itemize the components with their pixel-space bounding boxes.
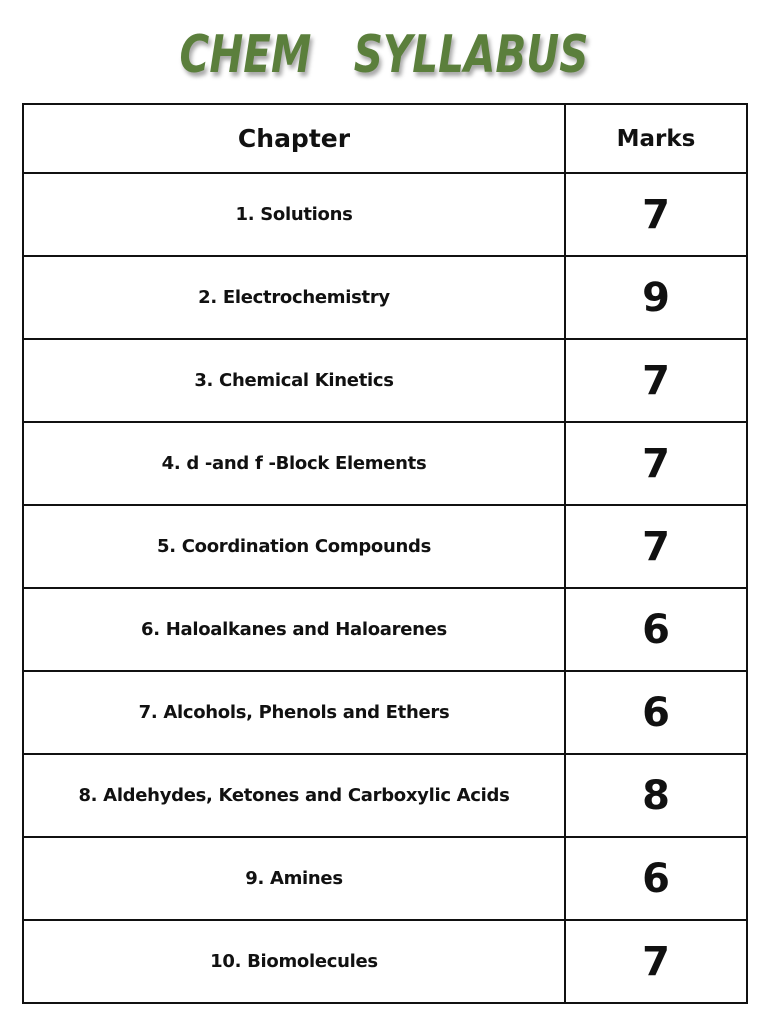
marks-cell: 7	[565, 505, 747, 588]
table-row	[23, 588, 747, 671]
table-row	[23, 505, 747, 588]
marks-cell: 6	[565, 671, 747, 754]
syllabus-table	[22, 103, 748, 1004]
chapter-cell: 5. Coordination Compounds	[23, 505, 565, 588]
table-row	[23, 422, 747, 505]
chapter-cell: 2. Electrochemistry	[23, 256, 565, 339]
chapter-cell: 3. Chemical Kinetics	[23, 339, 565, 422]
column-header-chapter: Chapter	[23, 104, 565, 173]
marks-cell: 7	[565, 339, 747, 422]
table-row	[23, 671, 747, 754]
chapter-cell: 8. Aldehydes, Ketones and Carboxylic Acids	[23, 754, 565, 837]
marks-cell: 6	[565, 837, 747, 920]
table-row	[23, 256, 747, 339]
table-row	[23, 837, 747, 920]
chapter-cell: 10. Biomolecules	[23, 920, 565, 1003]
table-row	[23, 339, 747, 422]
chapter-cell: 1. Solutions	[23, 173, 565, 256]
marks-cell: 8	[565, 754, 747, 837]
marks-cell: 7	[565, 920, 747, 1003]
chapter-cell: 9. Amines	[23, 837, 565, 920]
table-header-row	[23, 104, 747, 173]
marks-cell: 6	[565, 588, 747, 671]
page-title: CHEM SYLLABUS	[179, 25, 589, 85]
marks-cell: 7	[565, 422, 747, 505]
table-row	[23, 754, 747, 837]
marks-cell: 7	[565, 173, 747, 256]
table-row	[23, 173, 747, 256]
chapter-cell: 7. Alcohols, Phenols and Ethers	[23, 671, 565, 754]
chapter-cell: 6. Haloalkanes and Haloarenes	[23, 588, 565, 671]
table-row	[23, 920, 747, 1003]
chapter-cell: 4. d -and f -Block Elements	[23, 422, 565, 505]
marks-cell: 9	[565, 256, 747, 339]
column-header-marks: Marks	[565, 104, 747, 173]
